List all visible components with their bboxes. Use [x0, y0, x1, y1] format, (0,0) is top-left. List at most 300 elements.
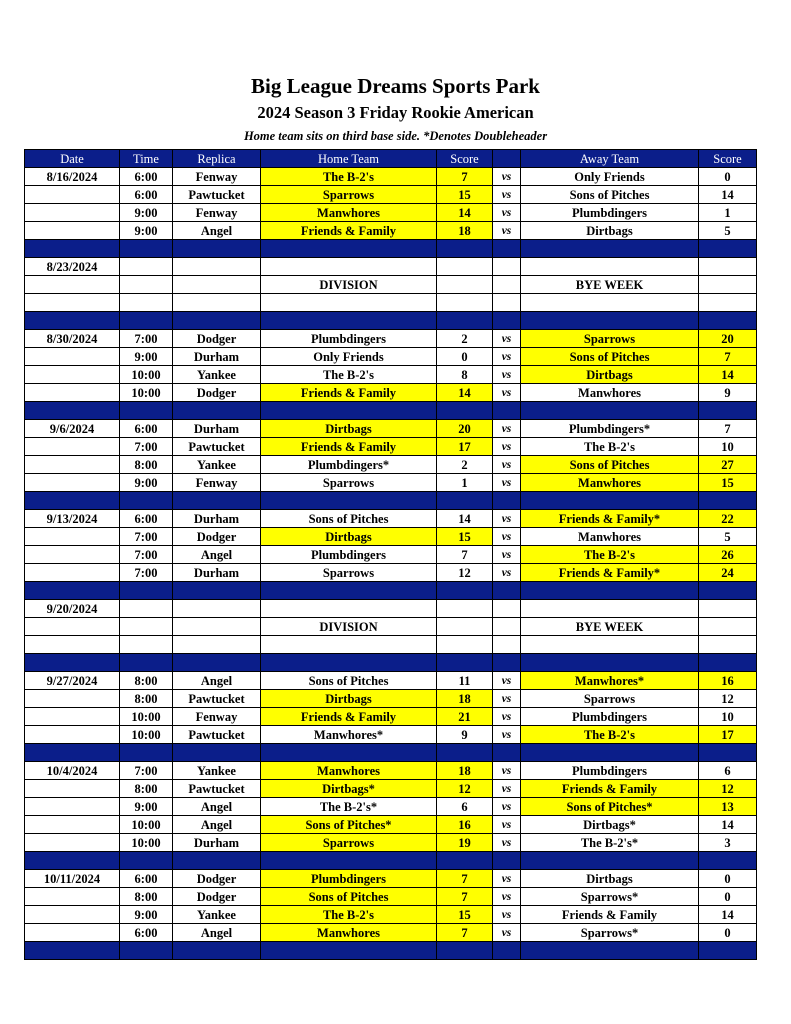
cell-replica: Angel [173, 816, 261, 834]
cell-date: 8/23/2024 [25, 258, 120, 276]
table-row [25, 798, 757, 816]
separator-cell [521, 852, 699, 870]
cell-home-score: 6 [437, 798, 493, 816]
cell-home: Sparrows [261, 834, 437, 852]
cell-time: 9:00 [120, 222, 173, 240]
cell-vs: vs [493, 870, 521, 888]
table-row [25, 762, 757, 780]
cell-away-score: 0 [699, 888, 757, 906]
cell-vs: vs [493, 168, 521, 186]
cell-date [25, 546, 120, 564]
table-row [25, 456, 757, 474]
cell-replica: Durham [173, 420, 261, 438]
cell-away-score: 12 [699, 780, 757, 798]
cell-home-score: 18 [437, 762, 493, 780]
cell-replica: Angel [173, 222, 261, 240]
cell-replica: Pawtucket [173, 186, 261, 204]
cell-vs: vs [493, 780, 521, 798]
cell-time: 6:00 [120, 870, 173, 888]
cell-date [25, 456, 120, 474]
cell-away-score: 5 [699, 528, 757, 546]
cell-home-score: 19 [437, 834, 493, 852]
cell-date [25, 438, 120, 456]
table-row [25, 258, 757, 276]
cell-home: Sons of Pitches* [261, 816, 437, 834]
cell-home: Dirtbags [261, 690, 437, 708]
cell-home-score: 7 [437, 168, 493, 186]
table-row [25, 600, 757, 618]
separator-cell [120, 312, 173, 330]
separator-cell [261, 312, 437, 330]
separator-cell [120, 582, 173, 600]
cell-home: Sparrows [261, 474, 437, 492]
cell-replica: Fenway [173, 474, 261, 492]
cell-date [25, 366, 120, 384]
separator-cell [521, 312, 699, 330]
separator-cell [699, 492, 757, 510]
cell-home: Friends & Family [261, 438, 437, 456]
cell-home: The B-2's [261, 366, 437, 384]
cell-away: Sparrows [521, 690, 699, 708]
cell-replica: Pawtucket [173, 438, 261, 456]
cell-date [25, 276, 120, 294]
table-row [25, 618, 757, 636]
cell-away: Manwhores* [521, 672, 699, 690]
cell-away-score [699, 618, 757, 636]
cell-home: Sparrows [261, 564, 437, 582]
cell-home: Dirtbags [261, 420, 437, 438]
cell-away-score: 14 [699, 906, 757, 924]
separator-cell [437, 402, 493, 420]
week-separator-row [25, 654, 757, 672]
cell-vs: vs [493, 330, 521, 348]
cell-home-score: 20 [437, 420, 493, 438]
table-row [25, 294, 757, 312]
cell-date: 10/11/2024 [25, 870, 120, 888]
cell-away-score: 14 [699, 366, 757, 384]
separator-cell [437, 942, 493, 960]
table-row [25, 528, 757, 546]
cell-home [261, 294, 437, 312]
cell-away-score: 7 [699, 348, 757, 366]
cell-vs: vs [493, 834, 521, 852]
cell-time: 10:00 [120, 384, 173, 402]
cell-away: Friends & Family* [521, 564, 699, 582]
cell-vs: vs [493, 366, 521, 384]
cell-time: 6:00 [120, 924, 173, 942]
cell-home: Friends & Family [261, 708, 437, 726]
separator-cell [493, 492, 521, 510]
cell-date [25, 780, 120, 798]
cell-away-score: 13 [699, 798, 757, 816]
cell-time [120, 276, 173, 294]
cell-date [25, 474, 120, 492]
cell-away [521, 600, 699, 618]
cell-home: Manwhores* [261, 726, 437, 744]
cell-vs: vs [493, 564, 521, 582]
cell-vs [493, 600, 521, 618]
col-header-away-score: Score [699, 150, 757, 168]
cell-away-score: 14 [699, 186, 757, 204]
separator-cell [120, 744, 173, 762]
cell-date [25, 384, 120, 402]
cell-replica: Dodger [173, 330, 261, 348]
cell-vs [493, 294, 521, 312]
separator-cell [521, 744, 699, 762]
cell-away-score [699, 636, 757, 654]
cell-away: Sons of Pitches [521, 348, 699, 366]
separator-cell [521, 654, 699, 672]
cell-away: Sons of Pitches [521, 456, 699, 474]
cell-date: 8/30/2024 [25, 330, 120, 348]
cell-home-score: 14 [437, 204, 493, 222]
cell-away [521, 294, 699, 312]
cell-replica [173, 600, 261, 618]
table-row [25, 222, 757, 240]
cell-away: Sons of Pitches [521, 186, 699, 204]
cell-away-score [699, 600, 757, 618]
col-header-away-team: Away Team [521, 150, 699, 168]
table-row [25, 726, 757, 744]
cell-away: Friends & Family [521, 906, 699, 924]
schedule-table [24, 149, 757, 960]
cell-vs: vs [493, 456, 521, 474]
separator-cell [173, 402, 261, 420]
cell-away: Manwhores [521, 528, 699, 546]
cell-date: 10/4/2024 [25, 762, 120, 780]
week-separator-row [25, 942, 757, 960]
cell-home-score: 0 [437, 348, 493, 366]
cell-away: Dirtbags* [521, 816, 699, 834]
cell-replica: Dodger [173, 870, 261, 888]
separator-cell [261, 240, 437, 258]
separator-cell [120, 240, 173, 258]
cell-time: 9:00 [120, 474, 173, 492]
cell-date [25, 816, 120, 834]
table-header-row [25, 150, 757, 168]
separator-cell [493, 942, 521, 960]
cell-replica [173, 618, 261, 636]
week-separator-row [25, 240, 757, 258]
cell-time: 7:00 [120, 546, 173, 564]
cell-time: 8:00 [120, 690, 173, 708]
separator-cell [521, 240, 699, 258]
cell-date [25, 798, 120, 816]
cell-date: 8/16/2024 [25, 168, 120, 186]
cell-vs: vs [493, 924, 521, 942]
cell-away: Dirtbags [521, 366, 699, 384]
cell-time: 8:00 [120, 780, 173, 798]
week-separator-row [25, 312, 757, 330]
cell-replica: Yankee [173, 762, 261, 780]
table-row [25, 366, 757, 384]
cell-vs [493, 276, 521, 294]
cell-replica: Dodger [173, 888, 261, 906]
cell-time [120, 600, 173, 618]
cell-vs: vs [493, 726, 521, 744]
separator-cell [521, 402, 699, 420]
separator-cell [699, 582, 757, 600]
cell-away-score: 27 [699, 456, 757, 474]
cell-time: 7:00 [120, 564, 173, 582]
week-separator-row [25, 744, 757, 762]
cell-vs: vs [493, 888, 521, 906]
col-header-time: Time [120, 150, 173, 168]
cell-away-score: 0 [699, 870, 757, 888]
cell-time: 10:00 [120, 708, 173, 726]
cell-vs: vs [493, 222, 521, 240]
cell-home [261, 600, 437, 618]
separator-cell [261, 654, 437, 672]
separator-cell [521, 492, 699, 510]
cell-time: 10:00 [120, 816, 173, 834]
cell-vs: vs [493, 384, 521, 402]
cell-date [25, 708, 120, 726]
cell-away-score: 22 [699, 510, 757, 528]
cell-replica: Yankee [173, 456, 261, 474]
cell-away-score: 7 [699, 420, 757, 438]
cell-vs: vs [493, 204, 521, 222]
cell-vs: vs [493, 546, 521, 564]
cell-away: The B-2's* [521, 834, 699, 852]
cell-home: Friends & Family [261, 384, 437, 402]
col-header-replica: Replica [173, 150, 261, 168]
cell-time: 10:00 [120, 834, 173, 852]
cell-vs: vs [493, 528, 521, 546]
cell-date [25, 636, 120, 654]
week-separator-row [25, 492, 757, 510]
cell-away: BYE WEEK [521, 618, 699, 636]
cell-date [25, 204, 120, 222]
cell-home-score: 15 [437, 528, 493, 546]
table-row [25, 888, 757, 906]
cell-away-score: 0 [699, 168, 757, 186]
cell-vs: vs [493, 690, 521, 708]
cell-replica: Pawtucket [173, 690, 261, 708]
cell-home-score: 9 [437, 726, 493, 744]
cell-date: 9/13/2024 [25, 510, 120, 528]
table-row [25, 546, 757, 564]
cell-time: 9:00 [120, 798, 173, 816]
cell-time: 8:00 [120, 888, 173, 906]
cell-away: The B-2's [521, 726, 699, 744]
cell-away [521, 636, 699, 654]
separator-cell [173, 240, 261, 258]
cell-vs [493, 618, 521, 636]
cell-vs: vs [493, 438, 521, 456]
cell-home: Manwhores [261, 762, 437, 780]
cell-home: Sons of Pitches [261, 888, 437, 906]
cell-away: Plumbdingers [521, 204, 699, 222]
cell-home-score: 14 [437, 510, 493, 528]
cell-replica: Durham [173, 348, 261, 366]
cell-home-score [437, 258, 493, 276]
cell-away-score: 6 [699, 762, 757, 780]
cell-date [25, 348, 120, 366]
cell-date: 9/27/2024 [25, 672, 120, 690]
cell-home [261, 636, 437, 654]
cell-time: 7:00 [120, 438, 173, 456]
table-row [25, 348, 757, 366]
cell-away: Sparrows* [521, 888, 699, 906]
cell-home: Sons of Pitches [261, 510, 437, 528]
separator-cell [173, 312, 261, 330]
cell-date: 9/6/2024 [25, 420, 120, 438]
cell-away: Sparrows* [521, 924, 699, 942]
cell-time: 7:00 [120, 762, 173, 780]
cell-time: 10:00 [120, 726, 173, 744]
cell-home: Manwhores [261, 924, 437, 942]
cell-replica: Fenway [173, 708, 261, 726]
cell-home: DIVISION [261, 618, 437, 636]
cell-away-score: 16 [699, 672, 757, 690]
cell-time: 6:00 [120, 420, 173, 438]
cell-date [25, 888, 120, 906]
cell-time [120, 258, 173, 276]
cell-home: The B-2's* [261, 798, 437, 816]
cell-vs: vs [493, 816, 521, 834]
cell-home-score: 8 [437, 366, 493, 384]
cell-date [25, 924, 120, 942]
week-separator-row [25, 582, 757, 600]
cell-home-score: 21 [437, 708, 493, 726]
cell-away-score: 9 [699, 384, 757, 402]
cell-away: Sons of Pitches* [521, 798, 699, 816]
cell-away-score: 10 [699, 708, 757, 726]
cell-time: 10:00 [120, 366, 173, 384]
cell-away-score: 20 [699, 330, 757, 348]
separator-cell [493, 312, 521, 330]
separator-cell [25, 312, 120, 330]
cell-time: 6:00 [120, 186, 173, 204]
cell-time: 8:00 [120, 672, 173, 690]
cell-away-score: 17 [699, 726, 757, 744]
cell-home-score: 11 [437, 672, 493, 690]
separator-cell [261, 852, 437, 870]
cell-replica: Angel [173, 798, 261, 816]
cell-home-score: 2 [437, 330, 493, 348]
cell-replica: Durham [173, 834, 261, 852]
cell-home-score: 2 [437, 456, 493, 474]
separator-cell [120, 402, 173, 420]
cell-away-score [699, 276, 757, 294]
col-header-home-score: Score [437, 150, 493, 168]
cell-home [261, 258, 437, 276]
cell-home-score: 12 [437, 564, 493, 582]
col-header-vs [493, 150, 521, 168]
separator-cell [493, 852, 521, 870]
table-row [25, 690, 757, 708]
cell-away: The B-2's [521, 546, 699, 564]
cell-date: 9/20/2024 [25, 600, 120, 618]
separator-cell [173, 852, 261, 870]
cell-date [25, 294, 120, 312]
cell-away [521, 258, 699, 276]
page-title: Big League Dreams Sports Park [251, 74, 540, 98]
cell-replica: Angel [173, 546, 261, 564]
cell-time: 9:00 [120, 348, 173, 366]
cell-replica [173, 294, 261, 312]
table-row [25, 816, 757, 834]
cell-home: Plumbdingers [261, 546, 437, 564]
separator-cell [261, 582, 437, 600]
cell-vs: vs [493, 474, 521, 492]
col-header-date: Date [25, 150, 120, 168]
cell-time: 6:00 [120, 168, 173, 186]
separator-cell [699, 942, 757, 960]
separator-cell [437, 240, 493, 258]
week-separator-row [25, 852, 757, 870]
separator-cell [25, 492, 120, 510]
cell-home-score: 7 [437, 870, 493, 888]
cell-away: Sparrows [521, 330, 699, 348]
cell-away-score [699, 294, 757, 312]
cell-date [25, 618, 120, 636]
cell-replica: Durham [173, 510, 261, 528]
cell-away: The B-2's [521, 438, 699, 456]
cell-time: 9:00 [120, 204, 173, 222]
cell-replica [173, 636, 261, 654]
cell-away-score: 24 [699, 564, 757, 582]
separator-cell [437, 654, 493, 672]
cell-replica: Pawtucket [173, 726, 261, 744]
separator-cell [25, 402, 120, 420]
table-row [25, 276, 757, 294]
table-row [25, 564, 757, 582]
cell-replica: Yankee [173, 906, 261, 924]
cell-away: Plumbdingers [521, 708, 699, 726]
cell-replica: Fenway [173, 204, 261, 222]
cell-home: Manwhores [261, 204, 437, 222]
separator-cell [493, 402, 521, 420]
separator-cell [173, 582, 261, 600]
separator-cell [699, 240, 757, 258]
cell-date [25, 690, 120, 708]
cell-time [120, 294, 173, 312]
separator-cell [120, 942, 173, 960]
cell-time: 8:00 [120, 456, 173, 474]
cell-home: Plumbdingers* [261, 456, 437, 474]
cell-home-score: 1 [437, 474, 493, 492]
cell-vs: vs [493, 420, 521, 438]
cell-home-score: 17 [437, 438, 493, 456]
separator-cell [437, 852, 493, 870]
cell-date [25, 186, 120, 204]
separator-cell [261, 492, 437, 510]
separator-cell [261, 942, 437, 960]
table-row [25, 204, 757, 222]
table-row [25, 420, 757, 438]
cell-away: Manwhores [521, 474, 699, 492]
cell-home: DIVISION [261, 276, 437, 294]
table-row [25, 834, 757, 852]
cell-replica [173, 258, 261, 276]
cell-away: Manwhores [521, 384, 699, 402]
separator-cell [493, 654, 521, 672]
cell-home: The B-2's [261, 906, 437, 924]
page-subtitle: 2024 Season 3 Friday Rookie American [257, 103, 534, 122]
cell-date [25, 528, 120, 546]
cell-home-score: 7 [437, 888, 493, 906]
table-row [25, 672, 757, 690]
cell-date [25, 222, 120, 240]
cell-home: Plumbdingers [261, 330, 437, 348]
cell-replica: Dodger [173, 384, 261, 402]
cell-home: Dirtbags [261, 528, 437, 546]
cell-date [25, 906, 120, 924]
cell-home: Sons of Pitches [261, 672, 437, 690]
separator-cell [25, 582, 120, 600]
